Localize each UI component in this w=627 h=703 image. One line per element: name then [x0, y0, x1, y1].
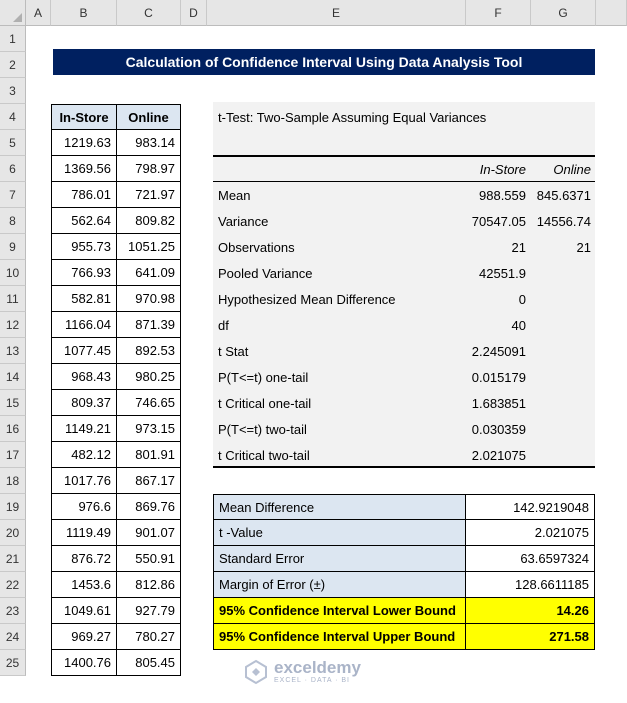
row-header-25[interactable]: 25	[0, 650, 26, 676]
row-header-3[interactable]: 3	[0, 78, 26, 104]
online-value[interactable]: 927.79	[117, 598, 181, 624]
in-store-value[interactable]: 809.37	[51, 390, 117, 416]
column-header-b[interactable]: B	[51, 0, 117, 26]
ttest-online-value[interactable]	[531, 338, 596, 364]
online-value[interactable]: 805.45	[117, 650, 181, 676]
exceldemy-watermark	[243, 654, 383, 690]
ci-row-label[interactable]: t -Value	[213, 520, 466, 546]
column-header-e[interactable]: E	[207, 0, 466, 26]
ci-row-value[interactable]: 2.021075	[466, 520, 595, 546]
in-store-value[interactable]: 582.81	[51, 286, 117, 312]
column-header-g[interactable]: G	[531, 0, 596, 26]
row-header-22[interactable]: 22	[0, 572, 26, 598]
row-header-4[interactable]: 4	[0, 104, 26, 130]
in-store-value[interactable]: 562.64	[51, 208, 117, 234]
ttest-in-store-value[interactable]: 1.683851	[471, 395, 526, 411]
select-all-corner[interactable]	[0, 0, 26, 26]
column-header-c[interactable]: C	[117, 0, 181, 26]
online-value[interactable]: 641.09	[117, 260, 181, 286]
in-store-value[interactable]: 1453.6	[51, 572, 117, 598]
column-header-a[interactable]: A	[26, 0, 51, 26]
row-header-24[interactable]: 24	[0, 624, 26, 650]
ttest-bottom-rule	[213, 466, 595, 468]
online-value[interactable]: 801.91	[117, 442, 181, 468]
row-header-9[interactable]: 9	[0, 234, 26, 260]
ttest-title[interactable]: t-Test: Two-Sample Assuming Equal Variances	[218, 109, 487, 125]
ci-bound-value[interactable]: 14.26	[466, 598, 595, 624]
online-value[interactable]: 869.76	[117, 494, 181, 520]
ttest-header-in-store[interactable]: In-Store	[479, 161, 526, 177]
row-header-5[interactable]: 5	[0, 130, 26, 156]
in-store-value[interactable]: 1166.04	[51, 312, 117, 338]
ttest-in-store-value[interactable]: 42551.9	[479, 265, 526, 281]
online-value[interactable]: 892.53	[117, 338, 181, 364]
ttest-online-value[interactable]	[531, 390, 596, 416]
ttest-in-store-value[interactable]: 2.245091	[471, 343, 526, 359]
watermark-tagline: EXCEL · DATA · BI	[274, 677, 350, 684]
ttest-row-label[interactable]: df	[218, 317, 229, 333]
in-store-value[interactable]: 766.93	[51, 260, 117, 286]
ci-row-label[interactable]: Mean Difference	[213, 494, 466, 520]
sheet-title: Calculation of Confidence Interval Using Data Analysis Tool	[53, 49, 595, 75]
in-store-value[interactable]: 1049.61	[51, 598, 117, 624]
online-value[interactable]: 980.25	[117, 364, 181, 390]
online-value[interactable]: 809.82	[117, 208, 181, 234]
online-value[interactable]: 973.15	[117, 416, 181, 442]
in-store-value[interactable]: 968.43	[51, 364, 117, 390]
ttest-online-value[interactable]	[531, 364, 596, 390]
online-value[interactable]: 983.14	[117, 130, 181, 156]
column-header-d[interactable]: D	[181, 0, 207, 26]
ci-bound-value[interactable]: 271.58	[466, 624, 595, 650]
ci-row-value[interactable]: 128.6611185	[466, 572, 595, 598]
ttest-online-value[interactable]	[531, 416, 596, 442]
in-store-value[interactable]: 955.73	[51, 234, 117, 260]
row-header-1[interactable]: 1	[0, 26, 26, 52]
ttest-row-label[interactable]: Observations	[218, 239, 295, 255]
ttest-online-value[interactable]	[531, 312, 596, 338]
row-header-17[interactable]: 17	[0, 442, 26, 468]
row-header-10[interactable]: 10	[0, 260, 26, 286]
ttest-online-value[interactable]: 21	[576, 239, 591, 255]
row-header-19[interactable]: 19	[0, 494, 26, 520]
watermark-brand: exceldemy	[274, 658, 361, 677]
online-value[interactable]: 867.17	[117, 468, 181, 494]
ttest-online-value[interactable]: 845.6371	[536, 187, 591, 203]
in-store-value[interactable]: 969.27	[51, 624, 117, 650]
column-header-extra	[596, 0, 627, 26]
online-value[interactable]: 812.86	[117, 572, 181, 598]
in-store-value[interactable]: 482.12	[51, 442, 117, 468]
ci-bound-label[interactable]: 95% Confidence Interval Lower Bound	[213, 598, 466, 624]
row-header-13[interactable]: 13	[0, 338, 26, 364]
ttest-online-value[interactable]	[531, 442, 596, 468]
row-header-23[interactable]: 23	[0, 598, 26, 624]
ttest-in-store-value[interactable]: 0	[518, 291, 526, 307]
in-store-value[interactable]: 1017.76	[51, 468, 117, 494]
row-header-20[interactable]: 20	[0, 520, 26, 546]
ttest-in-store-value[interactable]: 21	[511, 239, 526, 255]
in-store-value[interactable]: 1219.63	[51, 130, 117, 156]
ci-row-value[interactable]: 63.6597324	[466, 546, 595, 572]
in-store-value[interactable]: 1400.76	[51, 650, 117, 676]
in-store-value[interactable]: 976.6	[51, 494, 117, 520]
online-value[interactable]: 901.07	[117, 520, 181, 546]
ttest-in-store-value[interactable]: 988.559	[479, 187, 526, 203]
online-value[interactable]: 746.65	[117, 390, 181, 416]
ci-bound-label[interactable]: 95% Confidence Interval Upper Bound	[213, 624, 466, 650]
ttest-row-label[interactable]: Variance	[218, 213, 269, 229]
ttest-row-label[interactable]: Pooled Variance	[218, 265, 313, 281]
row-header-11[interactable]: 11	[0, 286, 26, 312]
ci-row-label[interactable]: Standard Error	[213, 546, 466, 572]
ttest-row-label[interactable]: t Critical one-tail	[218, 395, 312, 411]
row-header-6[interactable]: 6	[0, 156, 26, 182]
ttest-in-store-value[interactable]: 0.030359	[471, 421, 526, 437]
online-value[interactable]: 871.39	[117, 312, 181, 338]
row-header-8[interactable]: 8	[0, 208, 26, 234]
online-value[interactable]: 721.97	[117, 182, 181, 208]
ci-row-value[interactable]: 142.9219048	[466, 494, 595, 520]
row-header-21[interactable]: 21	[0, 546, 26, 572]
exceldemy-logo-icon	[243, 659, 269, 685]
in-store-value[interactable]: 1149.21	[51, 416, 117, 442]
row-header-15[interactable]: 15	[0, 390, 26, 416]
row-header-18[interactable]: 18	[0, 468, 26, 494]
online-value[interactable]: 550.91	[117, 546, 181, 572]
ttest-online-value[interactable]	[531, 286, 596, 312]
in-store-value[interactable]: 1077.45	[51, 338, 117, 364]
ttest-row-label[interactable]: t Stat	[218, 343, 249, 359]
table-header-in-store[interactable]: In-Store	[51, 104, 117, 130]
row-header-7[interactable]: 7	[0, 182, 26, 208]
ttest-in-store-value[interactable]: 2.021075	[471, 447, 526, 463]
table-header-online[interactable]: Online	[117, 104, 181, 130]
column-header-f[interactable]: F	[466, 0, 531, 26]
ttest-row-label[interactable]: Mean	[218, 187, 251, 203]
in-store-value[interactable]: 1119.49	[51, 520, 117, 546]
online-value[interactable]: 798.97	[117, 156, 181, 182]
ttest-header-online[interactable]: Online	[553, 161, 591, 177]
row-header-14[interactable]: 14	[0, 364, 26, 390]
ttest-row-label[interactable]: t Critical two-tail	[218, 447, 310, 463]
ttest-in-store-value[interactable]: 0.015179	[471, 369, 526, 385]
ttest-in-store-value[interactable]: 70547.05	[471, 213, 526, 229]
ttest-in-store-value[interactable]: 40	[511, 317, 526, 333]
ttest-row-label[interactable]: P(T<=t) one-tail	[218, 369, 309, 385]
ttest-row-label[interactable]: Hypothesized Mean Difference	[218, 291, 396, 307]
row-header-12[interactable]: 12	[0, 312, 26, 338]
row-header-16[interactable]: 16	[0, 416, 26, 442]
online-value[interactable]: 1051.25	[117, 234, 181, 260]
in-store-value[interactable]: 1369.56	[51, 156, 117, 182]
online-value[interactable]: 970.98	[117, 286, 181, 312]
in-store-value[interactable]: 786.01	[51, 182, 117, 208]
ttest-online-value[interactable]: 14556.74	[536, 213, 591, 229]
in-store-value[interactable]: 876.72	[51, 546, 117, 572]
ttest-online-value[interactable]	[531, 260, 596, 286]
row-header-2[interactable]: 2	[0, 52, 26, 78]
ttest-row-label[interactable]: P(T<=t) two-tail	[218, 421, 307, 437]
online-value[interactable]: 780.27	[117, 624, 181, 650]
ci-row-label[interactable]: Margin of Error (±)	[213, 572, 466, 598]
